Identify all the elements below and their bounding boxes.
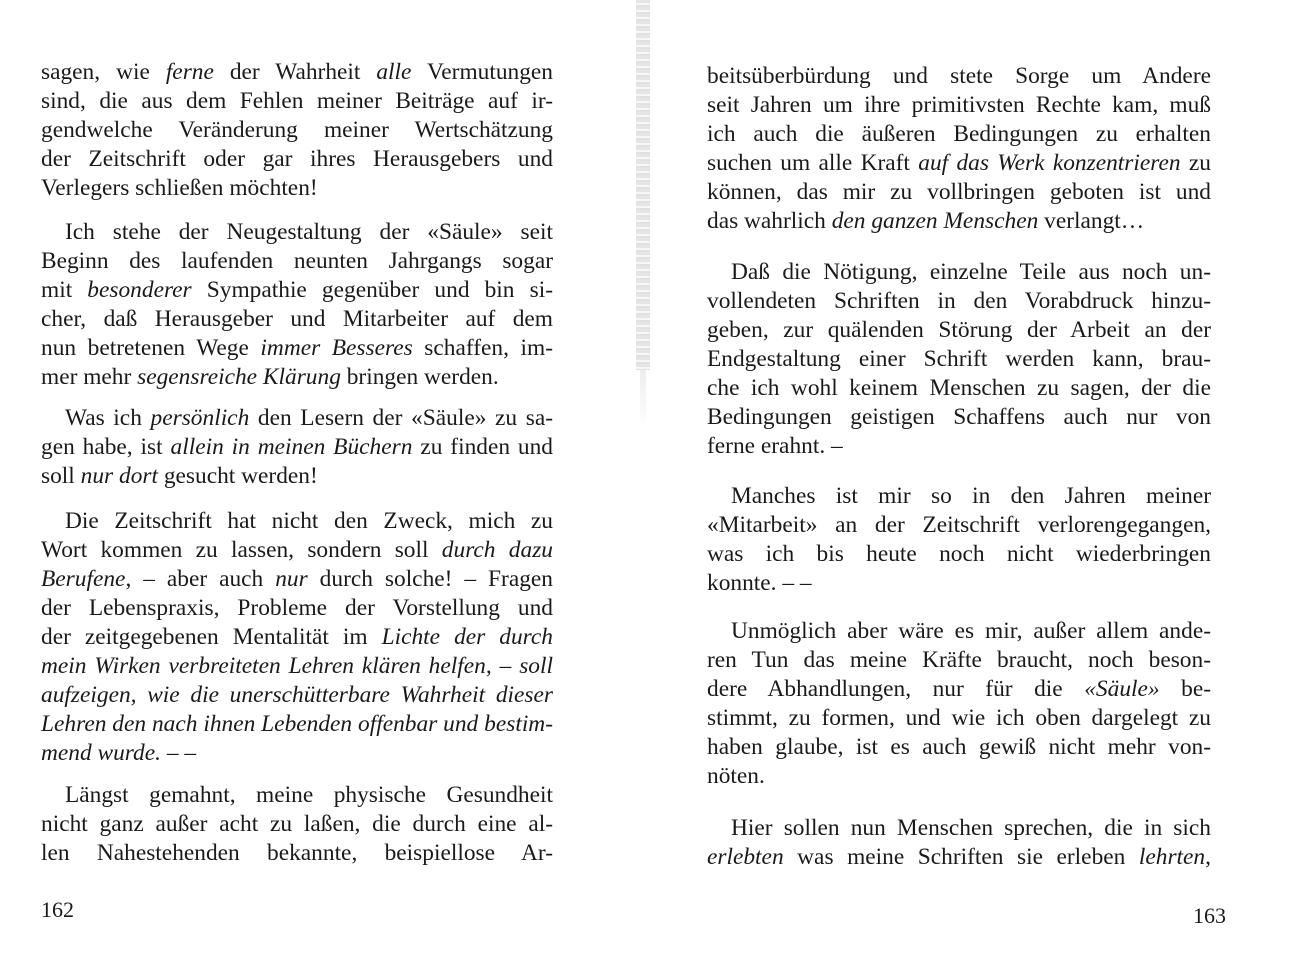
text-run: ren Tun das meine Kräfte braucht, noch beson- [707, 647, 1211, 673]
italic-emphasis: Lichte der durch [381, 624, 553, 650]
text-run: konnte. – – [707, 570, 812, 596]
text-run: Unmöglich aber wäre es mir, außer allem ande- [731, 618, 1211, 644]
text-run: zu [1180, 150, 1211, 176]
italic-emphasis: erlebten [707, 844, 784, 870]
italic-emphasis: ferne [165, 59, 214, 85]
italic-emphasis: persönlich [150, 405, 250, 431]
text-run: soll [41, 463, 81, 489]
text-run: den Lesern der «Säule» zu sa- [249, 405, 553, 431]
text-line [707, 540, 1211, 569]
text-line [707, 843, 1211, 872]
text-line [707, 432, 1211, 461]
text-line [707, 675, 1211, 704]
text-run: , – aber auch [125, 566, 276, 592]
text-line [41, 810, 553, 839]
text-line [41, 305, 553, 334]
text-line [707, 617, 1211, 646]
text-run: haben glaube, ist es auch gewiß nicht mehr von- [707, 734, 1211, 760]
text-line [707, 178, 1211, 207]
text-line [41, 145, 553, 174]
text-line [707, 287, 1211, 316]
page-number-right: 163 [1193, 903, 1226, 928]
text-line [41, 404, 553, 433]
book-gutter-fade [640, 370, 646, 430]
text-run: gesucht werden! [158, 463, 318, 489]
text-run: verlangt… [1038, 208, 1145, 234]
italic-emphasis: «Säule» [1084, 676, 1160, 702]
text-line [41, 433, 553, 462]
text-line [41, 681, 553, 710]
italic-emphasis: nur [275, 566, 308, 592]
text-line [41, 276, 553, 305]
text-line [707, 374, 1211, 403]
text-line [41, 116, 553, 145]
text-line [707, 646, 1211, 675]
text-run: Sympathie gegenüber und bin si- [191, 277, 553, 303]
italic-emphasis: nur dort [80, 463, 158, 489]
text-line [707, 345, 1211, 374]
text-line [41, 710, 553, 739]
text-run: , [1205, 844, 1211, 870]
text-run: Bedingungen geistigen Schaffens auch nur von [707, 404, 1211, 430]
text-line [41, 623, 553, 652]
text-run: suchen um alle Kraft [707, 150, 919, 176]
text-run: geben, zur quälenden Störung der Arbeit an der [707, 317, 1211, 343]
text-line [707, 403, 1211, 432]
text-run: stimmt, zu formen, und wie ich oben dargelegt zu [707, 705, 1211, 731]
page-number-left: 162 [41, 897, 74, 922]
text-run: schaffen, im- [412, 335, 553, 361]
text-line [41, 652, 553, 681]
text-run: zu finden und [412, 434, 554, 460]
text-run: Daß die Nötigung, einzelne Teile aus noch un- [731, 259, 1211, 285]
italic-emphasis: mein Wirken verbreiteten Lehren klären helfen, – soll [41, 653, 553, 679]
text-line [41, 594, 553, 623]
text-run: che ich wohl keinem Menschen zu sagen, der die [707, 375, 1211, 401]
text-run: was meine Schriften sie erleben [783, 844, 1139, 870]
text-run: dere Abhandlungen, nur für die [707, 676, 1085, 702]
text-run: Verlegers schließen möchten! [41, 175, 318, 201]
italic-emphasis: immer Besseres [260, 335, 413, 361]
text-run: cher, daß Herausgeber und Mitarbeiter auf dem [41, 306, 553, 332]
text-run: ich auch die äußeren Bedingungen zu erhalten [707, 121, 1211, 147]
italic-emphasis: Berufene [41, 566, 126, 592]
italic-emphasis: alle [376, 59, 412, 85]
text-run: len Nahestehenden bekannte, beispiellose Ar- [41, 840, 553, 866]
text-run: Was ich [65, 405, 151, 431]
text-line [707, 762, 1211, 791]
text-run: vollendeten Schriften in den Vorabdruck hinzu- [707, 288, 1211, 314]
text-line [41, 536, 553, 565]
text-run: gendwelche Veränderung meiner Wertschätzung [41, 117, 553, 143]
text-line [41, 739, 553, 768]
text-line [707, 316, 1211, 345]
text-line [41, 87, 553, 116]
text-line [707, 511, 1211, 540]
text-line [41, 462, 553, 491]
italic-emphasis: auf das Werk konzentrieren [918, 150, 1181, 176]
text-line [41, 565, 553, 594]
text-line [41, 334, 553, 363]
text-run: Manches ist mir so in den Jahren meiner [731, 483, 1211, 509]
book-gutter-shadow [636, 0, 650, 370]
text-run: Hier sollen nun Menschen sprechen, die in sich [731, 815, 1211, 841]
text-run: Längst gemahnt, meine physische Gesundheit [65, 782, 553, 808]
left-page [0, 0, 620, 956]
text-line [707, 149, 1211, 178]
text-line [41, 781, 553, 810]
italic-emphasis: den ganzen Menschen [831, 208, 1039, 234]
text-line [41, 174, 553, 203]
right-page [650, 0, 1300, 956]
text-line [707, 120, 1211, 149]
italic-emphasis: segensreiche Klärung [137, 364, 341, 390]
text-run: der zeitgegebenen Mentalität im [41, 624, 382, 650]
text-run: ferne erahnt. – [707, 433, 843, 459]
text-line [707, 482, 1211, 511]
text-run: be- [1159, 676, 1211, 702]
text-run: nöten. [707, 763, 765, 789]
text-run: sind, die aus dem Fehlen meiner Beiträge auf ir- [41, 88, 553, 114]
text-run: Vermutungen [411, 59, 553, 85]
text-run: seit Jahren um ihre primitivsten Rechte kam, muß [707, 92, 1211, 118]
text-line [41, 363, 553, 392]
text-run: mer mehr [41, 364, 138, 390]
text-run: können, das mir zu vollbringen geboten ist und [707, 179, 1211, 205]
text-run: Die Zeitschrift hat nicht den Zweck, mich zu [65, 508, 553, 534]
text-run: sagen, wie [41, 59, 166, 85]
text-run: das wahrlich [707, 208, 832, 234]
text-line [707, 62, 1211, 91]
text-run: gen habe, ist [41, 434, 171, 460]
text-run: der Zeitschrift oder gar ihres Herausgebers und [41, 146, 553, 172]
italic-emphasis: durch dazu [441, 537, 553, 563]
text-line [41, 218, 553, 247]
text-run: bringen werden. [340, 364, 499, 390]
italic-emphasis: besonderer [87, 277, 192, 303]
italic-emphasis: lehrten [1138, 844, 1206, 870]
text-line [707, 733, 1211, 762]
text-line [707, 207, 1211, 236]
text-run: was ich bis heute noch nicht wiederbringen [707, 541, 1211, 567]
italic-emphasis: allein in meinen Büchern [170, 434, 413, 460]
text-run: der Lebenspraxis, Probleme der Vorstellung und [41, 595, 553, 621]
text-line [707, 258, 1211, 287]
text-run: nun betretenen Wege [41, 335, 261, 361]
text-line [41, 58, 553, 87]
text-run: beitsüberbürdung und stete Sorge um Andere [707, 63, 1211, 89]
text-run: Beginn des laufenden neunten Jahrgangs sogar [41, 248, 553, 274]
text-run: durch solche! – Fragen [307, 566, 553, 592]
text-run: Ich stehe der Neugestaltung der «Säule» seit [65, 219, 553, 245]
italic-emphasis: mend wurde. – – [41, 740, 197, 766]
text-run: nicht ganz außer acht zu laßen, die durch eine al- [41, 811, 553, 837]
text-run: «Mitarbeit» an der Zeitschrift verlorengegangen, [707, 512, 1211, 538]
text-run: mit [41, 277, 88, 303]
text-line [41, 247, 553, 276]
text-line [707, 569, 1211, 598]
text-line [707, 704, 1211, 733]
text-line [707, 814, 1211, 843]
text-line [41, 507, 553, 536]
text-run: Endgestaltung einer Schrift werden kann, brau- [707, 346, 1211, 372]
text-line [707, 91, 1211, 120]
italic-emphasis: aufzeigen, wie die unerschütterbare Wahrheit dieser [41, 682, 553, 708]
italic-emphasis: Lehren den nach ihnen Lebenden offenbar und bestim- [41, 711, 553, 737]
text-run: Wort kommen zu lassen, sondern soll [41, 537, 442, 563]
text-line [41, 839, 553, 868]
text-run: der Wahrheit [213, 59, 377, 85]
